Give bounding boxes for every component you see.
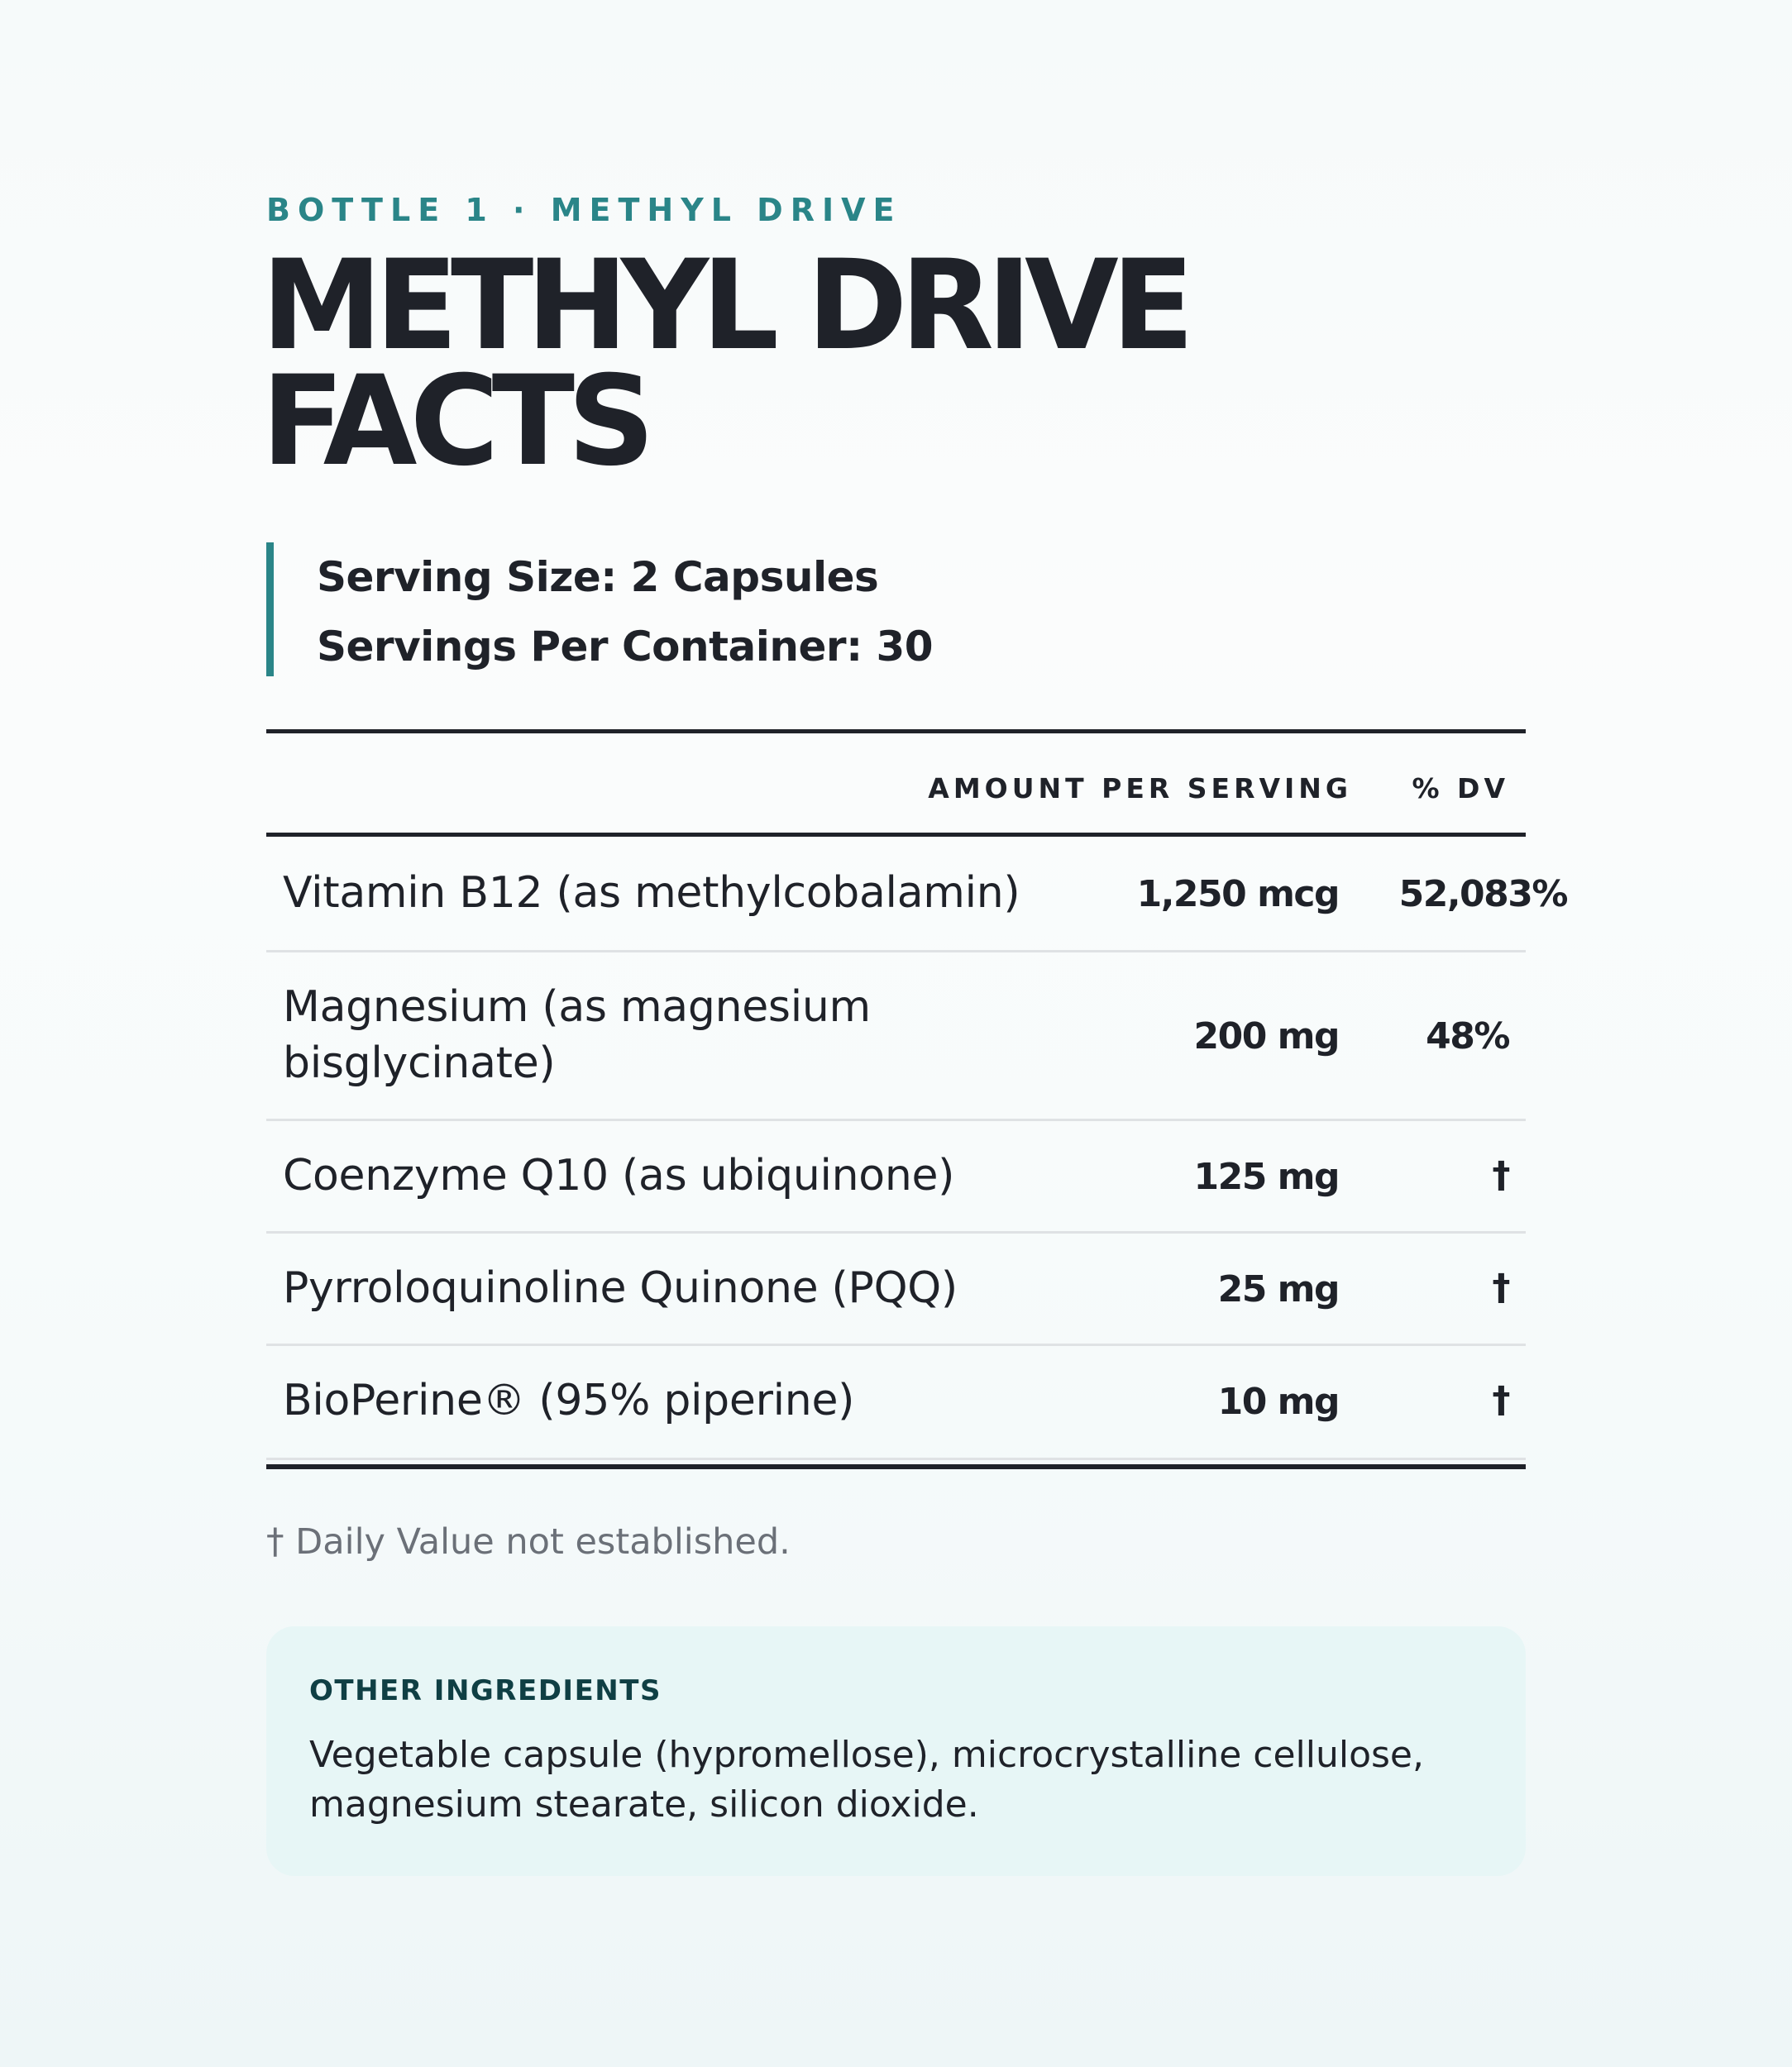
ingredient-name: BioPerine® (95% piperine) xyxy=(283,1376,855,1425)
ingredient-amount: 25 mg xyxy=(1217,1268,1339,1310)
ingredient-dv: 48% xyxy=(1426,1015,1509,1057)
ingredient-name: Coenzyme Q10 (as ubiquinone) xyxy=(283,1151,955,1201)
table-row xyxy=(266,952,1526,1121)
page-title xyxy=(261,234,1187,494)
title-line-1: METHYL DRIVE xyxy=(261,234,1187,378)
other-ingredients-text: Vegetable capsule (hypromellose), microcrystalline cellulose, magnesium stearate, silicon dioxide. xyxy=(309,1734,1424,1826)
ingredient-dv: 52,083% xyxy=(1398,873,1567,915)
ingredient-dv: † xyxy=(1492,1379,1509,1421)
serving-info xyxy=(266,542,933,676)
table-row xyxy=(266,837,1567,952)
table-header xyxy=(266,733,1526,833)
table-row xyxy=(266,1234,1526,1346)
table-row xyxy=(266,1346,1526,1460)
facts-table xyxy=(266,729,1567,1469)
serving-size: Serving Size: 2 Capsules xyxy=(317,553,879,601)
daily-value-footnote: † Daily Value not established. xyxy=(266,1521,791,1563)
ingredient-name: Pyrroloquinoline Quinone (PQQ) xyxy=(283,1263,958,1313)
column-header-amount: AMOUNT PER SERVING xyxy=(928,772,1352,804)
ingredient-amount: 10 mg xyxy=(1217,1381,1339,1423)
ingredient-dv: † xyxy=(1492,1154,1509,1196)
table-bottom-rule xyxy=(266,1464,1526,1469)
table-row xyxy=(266,1121,1526,1234)
bottle-eyebrow: BOTTLE 1 · METHYL DRIVE xyxy=(266,192,902,228)
column-header-dv: % DV xyxy=(1412,772,1509,804)
other-ingredients-box xyxy=(266,1626,1526,1876)
ingredient-amount: 200 mg xyxy=(1193,1015,1339,1057)
ingredient-name: Vitamin B12 (as methylcobalamin) xyxy=(283,868,1020,918)
ingredient-amount: 1,250 mcg xyxy=(1136,873,1339,915)
title-line-2: FACTS xyxy=(261,350,648,494)
ingredient-name: Magnesium (as magnesium bisglycinate) xyxy=(283,982,871,1088)
ingredient-dv: † xyxy=(1492,1267,1509,1309)
ingredient-amount: 125 mg xyxy=(1193,1156,1339,1198)
servings-per-container: Servings Per Container: 30 xyxy=(317,623,934,671)
other-ingredients-title: OTHER INGREDIENTS xyxy=(309,1674,662,1707)
